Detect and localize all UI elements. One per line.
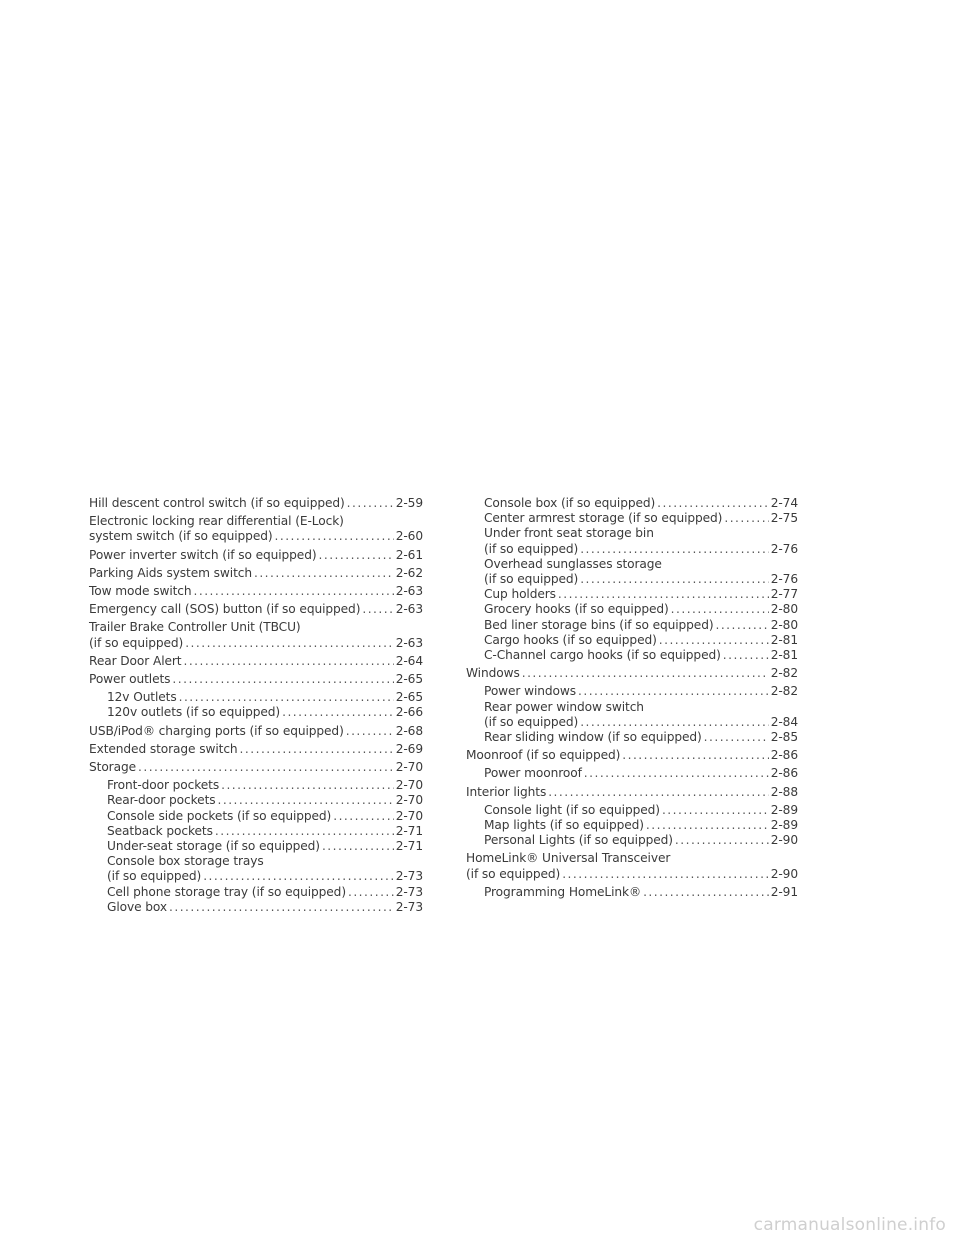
toc-entry-line	[89, 760, 423, 775]
toc-page-number: 2-66	[395, 705, 423, 720]
toc-entry[interactable]	[89, 602, 423, 617]
toc-page-number: 2-64	[395, 653, 423, 668]
toc-entry[interactable]	[89, 824, 423, 839]
leader-dots	[646, 818, 769, 833]
toc-entry-title: Power moonroof	[484, 766, 582, 781]
toc-entry-title: Interior lights	[466, 784, 547, 799]
toc-entry-title: Console side pockets (if so equipped)	[107, 808, 332, 823]
toc-entry[interactable]	[89, 620, 423, 650]
toc-entry-title: Bed liner storage bins (if so equipped)	[484, 617, 714, 632]
leader-dots	[362, 602, 393, 617]
leader-dots	[675, 833, 769, 848]
toc-page-number: 2-73	[395, 869, 423, 884]
toc-entry-line	[89, 566, 423, 581]
toc-entry[interactable]	[89, 584, 423, 599]
toc-page-number: 2-82	[770, 684, 798, 699]
toc-entry-title: Console box storage trays	[107, 854, 264, 869]
toc-entry[interactable]	[89, 705, 423, 720]
toc-entry-line	[484, 572, 798, 587]
leader-dots	[580, 542, 769, 557]
toc-entry-line	[107, 900, 423, 915]
toc-page-number: 2-69	[395, 741, 423, 756]
leader-dots	[169, 900, 394, 915]
toc-page-number: 2-80	[770, 617, 798, 632]
toc-page-number: 2-63	[395, 602, 423, 617]
leader-dots	[183, 654, 393, 669]
toc-entry-title: Rear sliding window (if so equipped)	[484, 730, 702, 745]
toc-entry-line	[484, 511, 798, 526]
toc-entry-line	[484, 803, 798, 818]
toc-entry[interactable]	[89, 724, 423, 739]
toc-entry-title: Under-seat storage (if so equipped)	[107, 839, 320, 854]
toc-entry-title: Cargo hooks (if so equipped)	[484, 632, 657, 647]
toc-page-number: 2-70	[395, 793, 423, 808]
leader-dots	[254, 566, 394, 581]
toc-entry-line	[484, 496, 798, 511]
toc-entry-line	[107, 885, 423, 900]
leader-dots	[548, 785, 769, 800]
leader-dots	[203, 869, 394, 884]
toc-entry-line	[484, 818, 798, 833]
toc-page-number: 2-68	[395, 723, 423, 738]
toc-entry-line	[89, 724, 423, 739]
toc-page-number: 2-63	[395, 584, 423, 599]
toc-entry[interactable]	[466, 818, 798, 833]
toc-entry[interactable]	[89, 885, 423, 900]
toc-entry-line	[484, 633, 798, 648]
toc-entry-title: Hill descent control switch (if so equipped)	[89, 496, 345, 510]
toc-entry[interactable]	[466, 602, 798, 617]
toc-entry[interactable]	[466, 748, 798, 763]
toc-entry-title: Emergency call (SOS) button (if so equipped)	[89, 602, 361, 617]
toc-page-number: 2-81	[770, 648, 798, 663]
toc-entry-line	[484, 602, 798, 617]
toc-entry-line	[107, 854, 423, 869]
toc-page-number: 2-70	[395, 760, 423, 775]
toc-entry[interactable]	[89, 566, 423, 581]
toc-entry[interactable]	[466, 496, 798, 511]
toc-entry-line	[484, 700, 798, 715]
toc-entry-line	[107, 705, 423, 720]
toc-page-number: 2-70	[395, 778, 423, 793]
toc-entry-title: Extended storage switch	[89, 741, 238, 756]
leader-dots	[319, 548, 394, 563]
toc-entry-title: (if so equipped)	[107, 869, 202, 884]
toc-entry-title: Cup holders	[484, 587, 556, 602]
leader-dots	[662, 803, 769, 818]
toc-page-number: 2-88	[770, 784, 798, 799]
leader-dots	[657, 496, 769, 511]
toc-entry[interactable]	[466, 587, 798, 602]
toc-page-number: 2-89	[770, 802, 798, 817]
toc-entry-line	[466, 748, 798, 763]
leader-dots	[584, 766, 769, 781]
toc-entry-line	[89, 584, 423, 599]
toc-entry-line	[89, 672, 423, 687]
toc-page-number: 2-71	[395, 839, 423, 854]
leader-dots	[622, 748, 768, 763]
toc-entry-title: (if so equipped)	[484, 714, 579, 729]
toc-entry-line	[107, 839, 423, 854]
toc-entry-line	[89, 548, 423, 563]
toc-entry[interactable]	[89, 514, 423, 544]
toc-page-number: 2-61	[395, 547, 423, 562]
toc-page-number: 2-81	[770, 632, 798, 647]
toc-entry-line	[107, 778, 423, 793]
leader-dots	[723, 648, 769, 663]
toc-column-right	[466, 496, 798, 900]
toc-entry-line	[466, 666, 798, 681]
toc-page-number: 2-71	[395, 823, 423, 838]
toc-entry-title: (if so equipped)	[484, 541, 579, 556]
toc-entry[interactable]	[466, 785, 798, 800]
toc-page-number: 2-62	[395, 565, 423, 580]
toc-page-number: 2-80	[770, 602, 798, 617]
toc-entry[interactable]	[466, 833, 798, 848]
toc-page-number: 2-65	[395, 690, 423, 705]
toc-entry[interactable]	[466, 633, 798, 648]
toc-entry-title: (if so equipped)	[484, 572, 579, 587]
leader-dots	[659, 633, 769, 648]
toc-page-number: 2-74	[770, 496, 798, 510]
toc-entry-title: Glove box	[107, 899, 168, 914]
toc-entry-title: Front-door pockets	[107, 778, 220, 793]
leader-dots	[179, 690, 394, 705]
toc-entry-line	[107, 809, 423, 824]
toc-entry-line	[484, 542, 798, 557]
toc-page-number: 2-75	[770, 511, 798, 526]
toc-entry-title: C-Channel cargo hooks (if so equipped)	[484, 648, 721, 663]
leader-dots	[704, 730, 769, 745]
toc-entry[interactable]	[89, 496, 423, 511]
toc-entry-title: Center armrest storage (if so equipped)	[484, 511, 723, 526]
toc-entry-line	[89, 496, 423, 511]
leader-dots	[194, 584, 394, 599]
toc-entry-line	[466, 851, 798, 866]
toc-entry-line	[484, 833, 798, 848]
toc-entry-line	[89, 514, 423, 529]
leader-dots	[282, 705, 394, 720]
leader-dots	[240, 742, 394, 757]
toc-entry[interactable]	[89, 900, 423, 915]
leader-dots	[580, 572, 769, 587]
toc-entry-line	[484, 766, 798, 781]
toc-page-number: 2-73	[395, 899, 423, 914]
toc-entry-title: Power inverter switch (if so equipped)	[89, 547, 317, 562]
toc-entry-line	[89, 529, 423, 544]
toc-page-number: 2-59	[395, 496, 423, 510]
toc-page-number: 2-73	[395, 884, 423, 899]
toc-entry-line	[484, 618, 798, 633]
toc-entry[interactable]	[466, 618, 798, 633]
toc-entry-line	[107, 793, 423, 808]
leader-dots	[724, 511, 768, 526]
toc-entry[interactable]	[466, 666, 798, 681]
toc-entry-line	[466, 867, 798, 882]
toc-entry[interactable]	[466, 803, 798, 818]
leader-dots	[643, 885, 769, 900]
toc-entry-title: (if so equipped)	[466, 866, 561, 881]
toc-entry-line	[484, 885, 798, 900]
toc-entry-title: Windows	[466, 666, 520, 681]
toc-entry-title: 120v outlets (if so equipped)	[107, 705, 281, 720]
toc-entry-title: Overhead sunglasses storage	[484, 556, 662, 571]
toc-entry[interactable]	[89, 760, 423, 775]
toc-page-number: 2-84	[770, 714, 798, 729]
leader-dots	[671, 602, 769, 617]
toc-entry-title: Parking Aids system switch	[89, 565, 252, 580]
toc-entry-line	[89, 742, 423, 757]
toc-page-number: 2-91	[770, 884, 798, 899]
leader-dots	[346, 724, 394, 739]
leader-dots	[138, 760, 394, 775]
toc-entry-title: Under front seat storage bin	[484, 526, 654, 541]
toc-entry-line	[89, 620, 423, 635]
toc-entry-title: Moonroof (if so equipped)	[466, 748, 621, 763]
toc-page-number: 2-76	[770, 572, 798, 587]
toc-page-number: 2-76	[770, 541, 798, 556]
leader-dots	[215, 824, 394, 839]
toc-entry-title: Power outlets	[89, 672, 171, 687]
leader-dots	[522, 666, 769, 681]
toc-entry-line	[107, 869, 423, 884]
toc-entry[interactable]	[466, 730, 798, 745]
toc-entry[interactable]	[89, 854, 423, 884]
toc-page-number: 2-60	[395, 529, 423, 544]
toc-entry[interactable]	[89, 793, 423, 808]
toc-entry[interactable]	[466, 684, 798, 699]
toc-entry-title: Electronic locking rear differential (E-Lock)	[89, 514, 344, 529]
toc-entry-title: Programming HomeLink®	[484, 884, 642, 899]
toc-entry-line	[484, 526, 798, 541]
toc-entry-title: Console box (if so equipped)	[484, 496, 656, 510]
toc-entry-line	[107, 690, 423, 705]
leader-dots	[275, 529, 394, 544]
toc-entry[interactable]	[89, 839, 423, 854]
toc-page-number: 2-85	[770, 730, 798, 745]
toc-entry-title: Tow mode switch	[89, 584, 192, 599]
toc-page-number: 2-70	[395, 808, 423, 823]
toc-entry-line	[89, 602, 423, 617]
toc-entry-line	[484, 715, 798, 730]
toc-entry-title: (if so equipped)	[89, 635, 184, 650]
leader-dots	[580, 715, 769, 730]
toc-entry-line	[89, 654, 423, 669]
leader-dots	[562, 867, 769, 882]
toc-entry[interactable]	[89, 654, 423, 669]
toc-entry[interactable]	[89, 809, 423, 824]
leader-dots	[218, 793, 394, 808]
toc-entry-line	[484, 684, 798, 699]
toc-entry-title: 12v Outlets	[107, 690, 177, 705]
toc-entry-title: Map lights (if so equipped)	[484, 818, 644, 833]
toc-entry[interactable]	[466, 511, 798, 526]
toc-entry[interactable]	[466, 557, 798, 587]
toc-page-number: 2-77	[770, 587, 798, 602]
toc-entry[interactable]	[466, 851, 798, 881]
toc-page-number: 2-86	[770, 748, 798, 763]
toc-entry[interactable]	[466, 526, 798, 556]
leader-dots	[185, 636, 394, 651]
toc-entry[interactable]	[89, 672, 423, 687]
toc-entry-line	[484, 587, 798, 602]
toc-entry[interactable]	[466, 885, 798, 900]
toc-entry-title: Rear power window switch	[484, 699, 644, 714]
toc-page-number: 2-82	[770, 666, 798, 681]
toc-entry-title: Rear Door Alert	[89, 653, 182, 668]
toc-entry[interactable]	[466, 700, 798, 730]
leader-dots	[715, 618, 768, 633]
toc-entry[interactable]	[89, 690, 423, 705]
toc-entry[interactable]	[89, 778, 423, 793]
toc-entry-line	[484, 730, 798, 745]
toc-entry-line	[89, 636, 423, 651]
toc-entry-title: Rear-door pockets	[107, 793, 216, 808]
toc-page-number: 2-90	[770, 866, 798, 881]
leader-dots	[558, 587, 769, 602]
leader-dots	[347, 496, 394, 511]
toc-page-number: 2-65	[395, 672, 423, 687]
toc-entry[interactable]	[466, 766, 798, 781]
toc-entry-title: Power windows	[484, 684, 577, 699]
toc-page-number: 2-90	[770, 833, 798, 848]
leader-dots	[172, 672, 393, 687]
toc-entry-title: Console light (if so equipped)	[484, 802, 660, 817]
toc-entry[interactable]	[89, 548, 423, 563]
toc-page-number: 2-86	[770, 766, 798, 781]
toc-entry-title: HomeLink® Universal Transceiver	[466, 851, 671, 866]
watermark: carmanualsonline.info	[753, 1215, 946, 1235]
toc-entry-line	[107, 824, 423, 839]
leader-dots	[221, 778, 394, 793]
toc-entry-line	[484, 648, 798, 663]
toc-entry-title: system switch (if so equipped)	[89, 529, 273, 544]
toc-page-number: 2-63	[395, 635, 423, 650]
toc-column-left	[89, 496, 423, 915]
toc-entry-title: Storage	[89, 760, 136, 775]
toc-entry-title: Trailer Brake Controller Unit (TBCU)	[89, 620, 301, 635]
leader-dots	[348, 885, 394, 900]
leader-dots	[322, 839, 394, 854]
toc-entry-title: Personal Lights (if so equipped)	[484, 833, 673, 848]
toc-entry[interactable]	[89, 742, 423, 757]
toc-entry-title: Cell phone storage tray (if so equipped)	[107, 884, 346, 899]
toc-entry-title: Seatback pockets	[107, 823, 213, 838]
toc-entry-line	[466, 785, 798, 800]
toc-entry-title: USB/iPod® charging ports (if so equipped)	[89, 723, 344, 738]
toc-entry[interactable]	[466, 648, 798, 663]
toc-entry-title: Grocery hooks (if so equipped)	[484, 602, 669, 617]
leader-dots	[333, 809, 394, 824]
leader-dots	[578, 684, 769, 699]
toc-page-number: 2-89	[770, 818, 798, 833]
toc-entry-line	[484, 557, 798, 572]
